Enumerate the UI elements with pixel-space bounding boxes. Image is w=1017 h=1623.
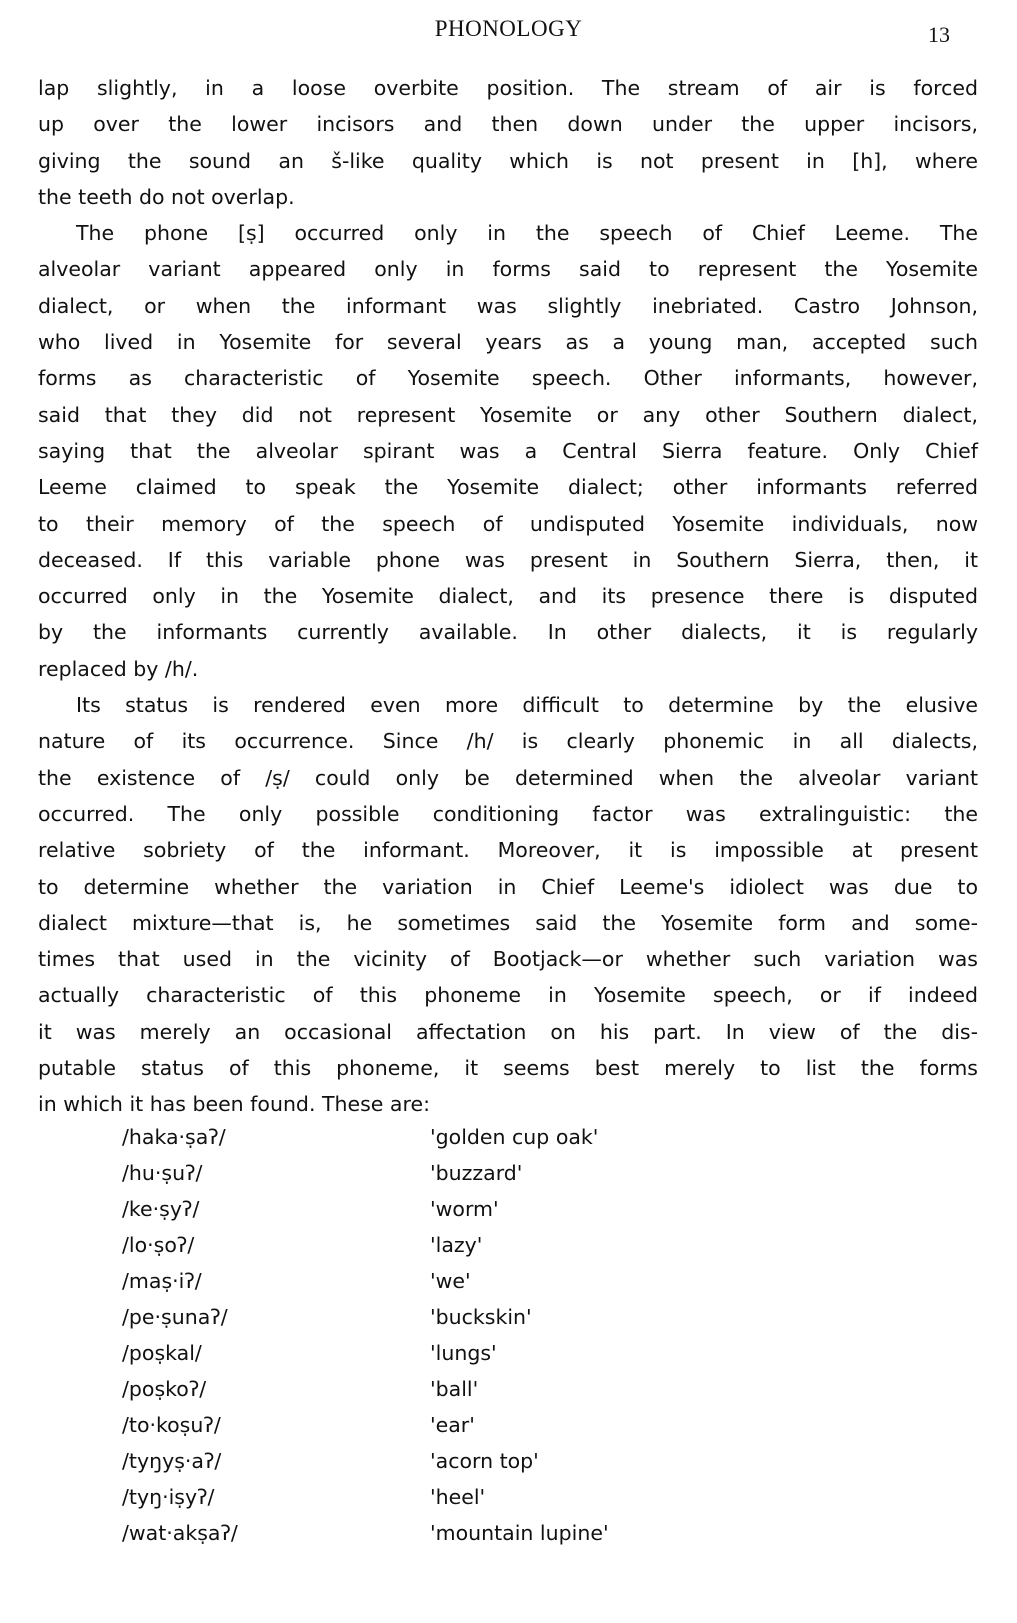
form-gloss: 'lazy' bbox=[430, 1233, 483, 1257]
text-line: replaced by /h/. bbox=[38, 656, 199, 681]
text-line: deceased. If this variable phone was present in Southern Sierra, then, it bbox=[38, 547, 978, 572]
form-row bbox=[122, 1371, 742, 1407]
form-word: /maṣ·iʔ/ bbox=[122, 1269, 202, 1293]
form-gloss: 'mountain lupine' bbox=[430, 1521, 609, 1545]
form-row bbox=[122, 1443, 742, 1479]
text-line: lap slightly, in a loose overbite position. The stream of air is forced bbox=[38, 76, 978, 100]
text-line: said that they did not represent Yosemite or any other Southern dialect, bbox=[38, 402, 978, 427]
text-line: the existence of /ṣ/ could only be determined when the alveolar variant bbox=[38, 765, 978, 790]
text-line: Its status is rendered even more difficult to determine by the elusive bbox=[76, 693, 978, 718]
text-line: dialect, or when the informant was slightly inebriated. Castro Johnson, bbox=[38, 293, 978, 318]
text-line: by the informants currently available. In other dialects, it is regularly bbox=[38, 620, 978, 645]
form-row bbox=[122, 1479, 742, 1515]
form-row bbox=[122, 1155, 742, 1191]
text-line: forms as characteristic of Yosemite speech. Other informants, however, bbox=[38, 366, 978, 391]
text-line: alveolar variant appeared only in forms said to represent the Yosemite bbox=[38, 257, 978, 282]
form-gloss: 'buzzard' bbox=[430, 1161, 523, 1185]
form-word: /lo·ṣoʔ/ bbox=[122, 1233, 195, 1257]
form-word: /ke·ṣyʔ/ bbox=[122, 1197, 200, 1221]
form-gloss: 'golden cup oak' bbox=[430, 1125, 599, 1149]
text-line: the teeth do not overlap. bbox=[38, 184, 295, 209]
form-row bbox=[122, 1227, 742, 1263]
form-word: /tyŋ·iṣyʔ/ bbox=[122, 1485, 215, 1509]
text-line: Leeme claimed to speak the Yosemite dialect; other informants referred bbox=[38, 475, 978, 500]
text-line: giving the sound an š-like quality which is not present in [h], where bbox=[38, 148, 978, 173]
form-gloss: 'lungs' bbox=[430, 1341, 497, 1365]
form-word: /haka·ṣaʔ/ bbox=[122, 1125, 226, 1149]
form-word: /hu·ṣuʔ/ bbox=[122, 1161, 203, 1185]
text-line: to determine whether the variation in Chief Leeme's idiolect was due to bbox=[38, 874, 978, 899]
form-gloss: 'ball' bbox=[430, 1377, 479, 1401]
text-line: to their memory of the speech of undisputed Yosemite individuals, now bbox=[38, 511, 978, 536]
text-line: times that used in the vicinity of Bootjack—or whether such variation was bbox=[38, 947, 978, 972]
text-line: actually characteristic of this phoneme in Yosemite speech, or if indeed bbox=[38, 983, 978, 1008]
form-word: /tyŋyṣ·aʔ/ bbox=[122, 1449, 222, 1473]
body-text bbox=[38, 70, 978, 1123]
form-row bbox=[122, 1515, 742, 1551]
form-word: /to·koṣuʔ/ bbox=[122, 1413, 221, 1437]
form-row bbox=[122, 1263, 742, 1299]
text-line: putable status of this phoneme, it seems best merely to list the forms bbox=[38, 1056, 978, 1081]
form-gloss: 'ear' bbox=[430, 1413, 475, 1437]
text-line: up over the lower incisors and then down under the upper incisors, bbox=[38, 112, 978, 137]
text-line: occurred. The only possible conditioning factor was extralinguistic: the bbox=[38, 801, 978, 826]
text-line: it was merely an occasional affectation on his part. In view of the dis- bbox=[38, 1019, 978, 1044]
form-row bbox=[122, 1407, 742, 1443]
text-line: dialect mixture—that is, he sometimes said the Yosemite form and some- bbox=[38, 910, 978, 935]
form-word: /wat·akṣaʔ/ bbox=[122, 1521, 238, 1545]
form-word: /poṣkal/ bbox=[122, 1341, 202, 1365]
form-gloss: 'acorn top' bbox=[430, 1449, 539, 1473]
form-row bbox=[122, 1119, 742, 1155]
form-row bbox=[122, 1191, 742, 1227]
form-gloss: 'heel' bbox=[430, 1485, 486, 1509]
text-line: saying that the alveolar spirant was a Central Sierra feature. Only Chief bbox=[38, 438, 978, 463]
text-line: who lived in Yosemite for several years as a young man, accepted such bbox=[38, 330, 978, 355]
form-gloss: 'we' bbox=[430, 1269, 471, 1293]
page-number: 13 bbox=[928, 22, 950, 47]
text-line: The phone [ṣ] occurred only in the speech of Chief Leeme. The bbox=[76, 221, 978, 246]
text-line: relative sobriety of the informant. Moreover, it is impossible at present bbox=[38, 838, 978, 863]
text-line: in which it has been found. These are: bbox=[38, 1092, 430, 1117]
running-title: PHONOLOGY bbox=[434, 16, 583, 41]
form-row bbox=[122, 1335, 742, 1371]
form-word: /pe·ṣunaʔ/ bbox=[122, 1305, 228, 1329]
form-word: /poṣkoʔ/ bbox=[122, 1377, 207, 1401]
form-gloss: 'worm' bbox=[430, 1197, 499, 1221]
form-row bbox=[122, 1299, 742, 1335]
form-gloss: 'buckskin' bbox=[430, 1305, 532, 1329]
forms-list bbox=[122, 1119, 742, 1551]
text-line: nature of its occurrence. Since /h/ is clearly phonemic in all dialects, bbox=[38, 729, 978, 754]
text-line: occurred only in the Yosemite dialect, and its presence there is disputed bbox=[38, 584, 978, 609]
